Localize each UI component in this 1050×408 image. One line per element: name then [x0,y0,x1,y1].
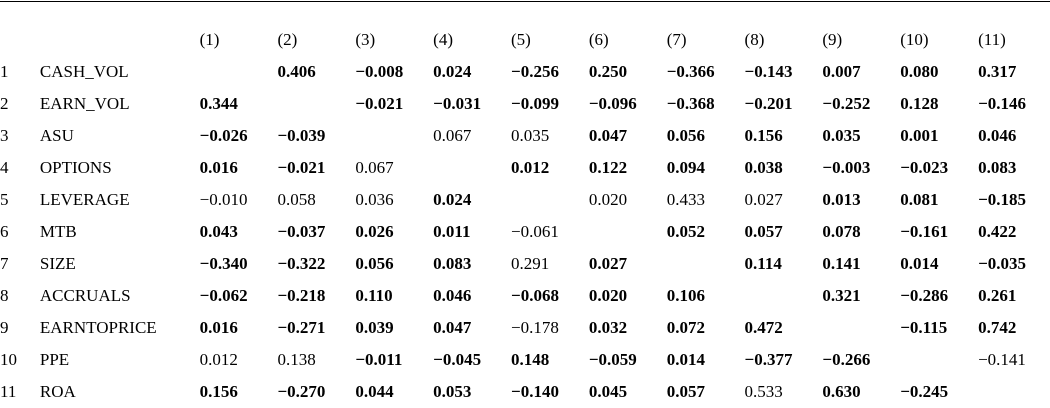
row-index: 7 [0,254,9,273]
table-row [0,344,1050,376]
correlation-cell: −0.143 [744,62,793,81]
correlation-cell: −0.256 [511,62,559,81]
correlation-cell: 0.110 [355,286,393,305]
correlation-cell: 0.044 [355,382,394,401]
column-header: (2) [277,30,298,49]
correlation-cell: −0.218 [277,286,326,305]
table-row [0,280,1050,312]
correlation-cell: 0.056 [355,254,394,273]
correlation-cell: 0.081 [900,190,939,209]
correlation-cell: 0.038 [744,158,783,177]
correlation-cell: 0.433 [666,190,705,209]
correlation-cell: 0.742 [978,318,1017,337]
correlation-cell: 0.057 [666,382,705,401]
row-index: 3 [0,126,9,145]
correlation-cell: 0.067 [355,158,394,177]
column-header: (8) [744,30,765,49]
correlation-cell [433,152,511,184]
correlation-cell: −0.096 [588,94,637,113]
correlation-cell: −0.252 [822,94,871,113]
correlation-cell: 0.106 [666,286,705,305]
table-body [0,56,1050,408]
correlation-cell: 0.080 [900,62,939,81]
correlation-cell: 0.012 [511,158,550,177]
correlation-cell: 0.472 [744,318,783,337]
table-row [0,216,1050,248]
table-row [0,56,1050,88]
correlation-cell: 0.317 [978,62,1017,81]
correlation-cell: 0.148 [511,350,550,369]
variable-name: EARNTOPRICE [39,318,157,337]
table-row [0,376,1050,408]
correlation-cell: 0.078 [822,222,861,241]
correlation-cell: 0.406 [277,62,316,81]
correlation-cell: −0.059 [588,350,637,369]
correlation-cell: 0.141 [822,254,861,273]
correlation-cell: 0.630 [822,382,861,401]
correlation-cell: 0.094 [666,158,705,177]
row-index: 2 [0,94,9,113]
column-header: (9) [822,30,843,49]
correlation-cell: 0.027 [744,190,783,209]
correlation-cell: −0.245 [900,382,949,401]
variable-name: LEVERAGE [39,190,130,209]
correlation-cell: 0.046 [433,286,472,305]
correlation-cell: 0.045 [588,382,628,401]
variable-name: OPTIONS [39,158,112,177]
correlation-cell: 0.047 [588,126,628,145]
correlation-cell: 0.035 [511,126,550,145]
variable-name: ACCRUALS [39,286,131,305]
correlation-cell: 0.024 [433,190,472,209]
correlation-cell: −0.140 [511,382,559,401]
correlation-cell: −0.031 [433,94,482,113]
correlation-cell: −0.201 [744,94,793,113]
correlation-cell: 0.020 [588,286,628,305]
variable-name: EARN_VOL [39,94,130,113]
correlation-cell: 0.011 [433,222,471,241]
correlation-cell: 0.156 [744,126,783,145]
correlation-cell: −0.286 [900,286,949,305]
variable-name: SIZE [39,254,76,273]
correlation-cell: 0.250 [588,62,628,81]
row-index: 5 [0,190,9,209]
variable-name: PPE [39,350,70,369]
correlation-cell: 0.422 [978,222,1017,241]
row-index: 8 [0,286,9,305]
column-header: (7) [666,30,687,49]
correlation-cell: −0.011 [355,350,403,369]
correlation-cell: 0.026 [355,222,394,241]
correlation-cell: −0.021 [277,158,326,177]
column-header: (10) [900,30,929,49]
correlation-cell: −0.266 [822,350,871,369]
correlation-cell [745,280,823,312]
correlation-cell: 0.052 [666,222,705,241]
row-index: 10 [0,350,17,369]
correlation-cell: 0.114 [744,254,782,273]
correlation-cell: 0.344 [199,94,238,113]
correlation-cell: −0.021 [355,94,404,113]
row-index: 4 [0,158,9,177]
table-row [0,120,1050,152]
correlation-cell: 0.056 [666,126,705,145]
row-index: 9 [0,318,9,337]
table-row [0,248,1050,280]
column-header: (6) [588,30,609,49]
correlation-cell: 0.291 [511,254,550,273]
correlation-cell [900,344,978,376]
column-header: (3) [355,30,376,49]
correlation-cell: 0.321 [822,286,861,305]
table-row [0,88,1050,120]
correlation-cell: −0.115 [900,318,948,337]
variable-name: ASU [39,126,74,145]
correlation-cell [277,88,355,120]
variable-name: MTB [39,222,77,241]
correlation-cell: −0.368 [666,94,715,113]
variable-name: ROA [39,382,76,401]
correlation-cell: −0.035 [978,254,1027,273]
correlation-cell: −0.045 [433,350,482,369]
correlation-cell [667,248,745,280]
correlation-cell: 0.122 [588,158,628,177]
correlation-cell: 0.007 [822,62,861,81]
header-index-spacer [0,24,40,56]
correlation-cell: −0.008 [355,62,404,81]
correlation-cell: −0.099 [511,94,559,113]
variable-name: CASH_VOL [39,62,129,81]
correlation-cell: 0.128 [900,94,939,113]
correlation-cell: 0.067 [433,126,472,145]
table-row [0,184,1050,216]
correlation-cell: 0.039 [355,318,394,337]
table-row [0,152,1050,184]
table-row [0,312,1050,344]
correlation-cell [978,376,1050,408]
correlation-cell: −0.061 [511,222,559,241]
correlation-cell: 0.138 [277,350,316,369]
correlation-cell: 0.013 [822,190,861,209]
correlation-cell [200,56,278,88]
row-index: 11 [0,382,17,401]
correlation-cell: 0.012 [199,350,238,369]
correlation-cell: −0.146 [978,94,1027,113]
correlation-cell: −0.270 [277,382,326,401]
correlation-cell: −0.010 [199,190,248,209]
correlation-cell: 0.035 [822,126,861,145]
row-index: 6 [0,222,9,241]
correlation-cell: 0.261 [978,286,1017,305]
correlation-cell: −0.141 [978,350,1026,369]
column-header: (1) [199,30,220,49]
correlation-cell: 0.036 [355,190,394,209]
correlation-cell [511,184,589,216]
correlation-cell: 0.053 [433,382,472,401]
correlation-cell: 0.016 [199,158,238,177]
correlation-cell: −0.039 [277,126,326,145]
correlation-cell: 0.024 [433,62,472,81]
correlation-cell: 0.058 [277,190,316,209]
correlation-cell: 0.001 [900,126,939,145]
top-rule [0,1,1050,2]
correlation-cell: −0.185 [978,190,1027,209]
correlation-cell: −0.271 [277,318,326,337]
row-index: 1 [0,62,9,81]
header-name-spacer [40,24,200,56]
correlation-cell: 0.083 [978,158,1017,177]
correlation-cell: 0.016 [199,318,238,337]
correlation-cell: −0.178 [511,318,559,337]
correlation-cell: 0.043 [199,222,238,241]
correlation-cell: −0.003 [822,158,871,177]
correlation-cell: −0.026 [199,126,248,145]
correlation-table [0,24,1050,408]
correlation-cell: −0.068 [511,286,559,305]
correlation-cell: 0.032 [588,318,628,337]
correlation-cell: −0.366 [666,62,715,81]
correlation-cell: −0.037 [277,222,326,241]
column-header: (5) [511,30,531,49]
correlation-cell: −0.161 [900,222,949,241]
correlation-cell: 0.047 [433,318,472,337]
correlation-cell [355,120,433,152]
correlation-cell: 0.083 [433,254,472,273]
correlation-cell: 0.057 [744,222,783,241]
correlation-cell: −0.322 [277,254,326,273]
correlation-cell: 0.156 [199,382,238,401]
correlation-cell [822,312,900,344]
correlation-cell: 0.014 [900,254,939,273]
correlation-cell: 0.027 [588,254,628,273]
correlation-cell: 0.533 [744,382,783,401]
correlation-cell: 0.046 [978,126,1017,145]
correlation-cell: −0.340 [199,254,248,273]
correlation-cell: 0.020 [588,190,628,209]
correlation-cell: −0.062 [199,286,248,305]
correlation-cell: −0.377 [744,350,793,369]
correlation-cell [589,216,667,248]
header-row [0,24,1050,56]
correlation-cell: 0.014 [666,350,705,369]
column-header: (4) [433,30,453,49]
correlation-cell: 0.072 [666,318,705,337]
correlation-cell: −0.023 [900,158,949,177]
column-header: (11) [978,30,1006,49]
